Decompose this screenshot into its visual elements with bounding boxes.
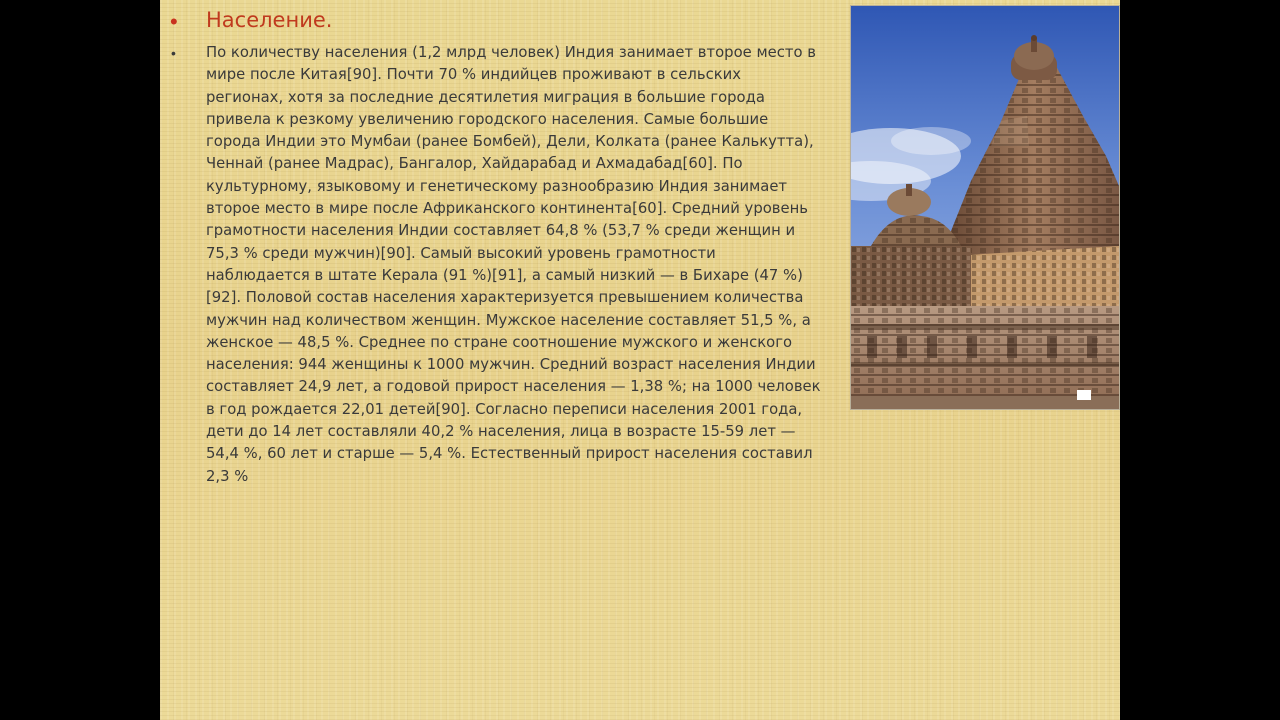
body-bullet-icon: •	[171, 45, 176, 61]
slide-body-text: По количеству населения (1,2 млрд человек) Индия занимает второе место в мире после Китая[90]. Почти 70 % индийцев проживают в сельских регионах, хотя за последние десятилетия миграция в большие города привела к резкому увеличению городского населения. Самые большие города Индии это Мумбаи (ранее Бомбей), Дели, Колката (ранее Калькутта), Ченнай (ранее Мадрас), Бангалор, Хайдарабад и Ахмадабад[60]. По культурному, языковому и генетическому разнообразию Индия занимает второе место в мире после Африканского континента[60]. Средний уровень грамотности населения Индии составляет 64,8 % (53,7 % среди женщин и 75,3 % среди мужчин)[90]. Самый высокий уровень грамотности наблюдается в штате Керала (91 %)[91], а самый низкий — в Бихаре (47 %)[92]. Половой состав населения характеризуется превышением количества мужчин над количеством женщин. Мужское население составляет 51,5 %, а женское — 48,5 %. Среднее по стране соотношение мужского и женского населения: 944 женщины к 1000 мужчин. Средний возраст населения Индии составляет 24,9 лет, а годовой прирост населения — 1,38 %; на 1000 человек в год рождается 22,01 детей[90]. Согласно переписи населения 2001 года, дети до 14 лет составляли 40,2 % населения, лица в возрасте 15-59 лет — 54,4 %, 60 лет и старше — 5,4 %. Естественный прирост населения составил 2,3 %	[206, 44, 821, 485]
title-bullet-icon: •	[170, 9, 178, 34]
temple-photo	[850, 5, 1120, 410]
slide	[160, 0, 1120, 720]
temple-photo-icon	[851, 6, 1119, 409]
slide-title: Население.	[206, 8, 333, 32]
